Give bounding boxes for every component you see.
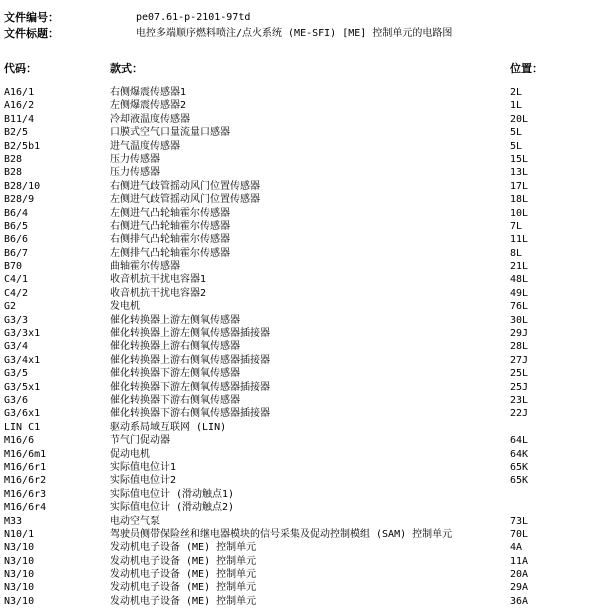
component-position: 28L (510, 341, 529, 353)
doc-title-value: 电控多端顺序燃料喷注/点火系统 (ME-SFI) [ME] 控制单元的电路图 (136, 28, 453, 39)
component-position: 70L (510, 528, 529, 540)
component-code: B28 (4, 167, 23, 179)
table-row (0, 193, 602, 206)
table-row (0, 394, 602, 407)
component-description: 右侧进气歧管摇动风门位置传感器 (110, 180, 260, 192)
component-description: 口膜式空气口量流量口感器 (110, 127, 230, 139)
component-description: 催化转换器下游右侧氧传感器 (110, 394, 240, 406)
table-row (0, 354, 602, 367)
table-row (0, 501, 602, 514)
component-code: M16/6 (4, 435, 35, 447)
component-description: 发电机 (110, 301, 140, 313)
component-position: 65K (510, 475, 529, 487)
component-description: 曲轴霍尔传感器 (110, 261, 180, 273)
component-position: 64K (510, 448, 529, 460)
component-position: 48L (510, 274, 529, 286)
component-code: M16/6r1 (4, 461, 47, 473)
component-description: 节气门促动器 (110, 435, 170, 447)
component-position: 29J (510, 328, 529, 340)
component-code: G3/6 (4, 394, 29, 406)
column-header-position: 位置： (510, 62, 543, 75)
component-code: G3/4 (4, 341, 29, 353)
component-description: 左侧进气歧管摇动风门位置传感器 (110, 194, 260, 206)
table-row (0, 166, 602, 179)
table-row (0, 581, 602, 594)
component-code: M16/6m1 (4, 448, 47, 460)
component-description: 电动空气泵 (110, 515, 160, 527)
table-header (0, 62, 602, 76)
component-code: G2 (4, 301, 17, 313)
component-description: 实际值电位计 (滑动触点1) (110, 488, 235, 500)
component-position: 8L (510, 247, 523, 259)
component-description: 进气温度传感器 (110, 140, 180, 152)
doc-title-label: 文件标题： (4, 27, 59, 40)
component-description: 右侧爆震传感器1 (110, 87, 187, 98)
table-row (0, 568, 602, 581)
component-position: 49L (510, 287, 529, 299)
table-row (0, 595, 602, 608)
component-description: 催化转换器上游左侧氧传感器插接器 (110, 328, 270, 340)
component-description: 催化转换器下游左侧氧传感器插接器 (110, 381, 270, 393)
component-code: G3/5x1 (4, 381, 41, 393)
table-row (0, 140, 602, 153)
table-row (0, 113, 602, 126)
doc-number-label: 文件编号： (4, 11, 59, 24)
table-row (0, 273, 602, 286)
component-code: M16/6r3 (4, 488, 47, 500)
component-position: 5L (510, 127, 523, 139)
table-row (0, 287, 602, 300)
component-description: 驾驶员侧带保险丝和继电器模块的信号采集及促动控制模组 (SAM) 控制单元 (110, 528, 453, 540)
component-code: B6/7 (4, 247, 29, 259)
component-description: 发动机电子设备 (ME) 控制单元 (110, 569, 257, 581)
component-code: A16/2 (4, 100, 35, 112)
component-position: 76L (510, 301, 529, 313)
table-row (0, 541, 602, 554)
table-row (0, 381, 602, 394)
component-position: 11L (510, 234, 529, 246)
table-row (0, 153, 602, 166)
component-description: 催化转换器上游右侧氧传感器 (110, 341, 240, 353)
table-row (0, 367, 602, 380)
component-description: 发动机电子设备 (ME) 控制单元 (110, 542, 257, 554)
component-code: B6/5 (4, 220, 29, 232)
component-position: 10L (510, 207, 529, 219)
component-code: M16/6r2 (4, 475, 47, 487)
component-position: 5L (510, 140, 523, 152)
table-row (0, 461, 602, 474)
component-code: B11/4 (4, 113, 35, 125)
component-code: G3/6x1 (4, 408, 41, 420)
component-position: 2L (510, 87, 523, 98)
component-position: 25J (510, 381, 529, 393)
component-description: 发动机电子设备 (ME) 控制单元 (110, 555, 257, 567)
component-code: B70 (4, 261, 23, 273)
component-description: 实际值电位计1 (110, 461, 177, 473)
component-code: G3/4x1 (4, 354, 41, 366)
component-position: 25L (510, 368, 529, 380)
component-code: A16/1 (4, 87, 35, 98)
component-description: 收音机抗干扰电容器1 (110, 274, 207, 286)
component-code: C4/2 (4, 287, 29, 299)
component-position: 23L (510, 394, 529, 406)
component-position: 17L (510, 180, 529, 192)
table-row (0, 528, 602, 541)
table-row (0, 180, 602, 193)
component-position: 20L (510, 113, 529, 125)
component-code: B2/5b1 (4, 140, 41, 152)
column-header-model: 款式： (110, 62, 143, 75)
table-row (0, 247, 602, 260)
component-code: N10/1 (4, 528, 35, 540)
component-position: 22J (510, 408, 529, 420)
component-description: 催化转换器下游左侧氧传感器 (110, 368, 240, 380)
table-row (0, 340, 602, 353)
table-row (0, 233, 602, 246)
column-header-code: 代码： (4, 62, 37, 75)
table-row (0, 99, 602, 112)
component-code: B28 (4, 153, 23, 165)
component-position: 64L (510, 435, 529, 447)
component-description: 促动电机 (110, 448, 150, 460)
component-description: 右侧进气凸轮轴霍尔传感器 (110, 220, 230, 232)
table-row (0, 555, 602, 568)
table-row (0, 448, 602, 461)
component-position: 20A (510, 569, 529, 581)
component-description: 收音机抗干扰电容器2 (110, 287, 207, 299)
component-description: 催化转换器上游左侧氧传感器 (110, 314, 240, 326)
component-description: 左侧爆震传感器2 (110, 100, 187, 112)
component-description: 压力传感器 (110, 153, 160, 165)
component-code: N3/10 (4, 569, 35, 581)
table-row (0, 220, 602, 233)
component-code: M16/6r4 (4, 502, 47, 514)
table-row (0, 86, 602, 99)
component-position: 29A (510, 582, 529, 594)
table-row (0, 421, 602, 434)
component-code: N3/10 (4, 595, 35, 607)
component-description: 压力传感器 (110, 167, 160, 179)
component-description: 催化转换器上游右侧氧传感器插接器 (110, 354, 270, 366)
component-code: B6/6 (4, 234, 29, 246)
component-code: B6/4 (4, 207, 29, 219)
table-row (0, 260, 602, 273)
component-code: G3/5 (4, 368, 29, 380)
component-position: 27J (510, 354, 529, 366)
table-row (0, 488, 602, 501)
component-code: B2/5 (4, 127, 29, 139)
component-description: 右侧排气凸轮轴霍尔传感器 (110, 234, 230, 246)
table-row (0, 434, 602, 447)
component-description: 左侧进气凸轮轴霍尔传感器 (110, 207, 230, 219)
component-description: 实际值电位计 (滑动触点2) (110, 502, 235, 514)
component-description: 驱动系局域互联网 (LIN) (110, 421, 227, 433)
component-description: 冷却液温度传感器 (110, 113, 190, 125)
component-code: LIN C1 (4, 421, 41, 433)
component-position: 7L (510, 220, 523, 232)
component-position: 36A (510, 595, 529, 607)
component-code: N3/10 (4, 555, 35, 567)
component-description: 发动机电子设备 (ME) 控制单元 (110, 595, 257, 607)
component-code: N3/10 (4, 542, 35, 554)
component-code: C4/1 (4, 274, 29, 286)
component-code: M33 (4, 515, 23, 527)
component-position: 73L (510, 515, 529, 527)
table-row (0, 474, 602, 487)
component-position: 65K (510, 461, 529, 473)
component-description: 催化转换器下游右侧氧传感器插接器 (110, 408, 270, 420)
component-code: N3/10 (4, 582, 35, 594)
component-code: B28/10 (4, 180, 41, 192)
table-row (0, 300, 602, 313)
table-row (0, 207, 602, 220)
component-code: G3/3x1 (4, 328, 41, 340)
component-position: 1L (510, 100, 523, 112)
table-row (0, 407, 602, 420)
table-row (0, 327, 602, 340)
component-position: 15L (510, 153, 529, 165)
table-row (0, 314, 602, 327)
table-row (0, 126, 602, 139)
component-table (0, 86, 602, 608)
component-position: 18L (510, 194, 529, 206)
table-row (0, 515, 602, 528)
component-position: 11A (510, 555, 529, 567)
component-position: 13L (510, 167, 529, 179)
component-description: 左侧排气凸轮轴霍尔传感器 (110, 247, 230, 259)
component-position: 21L (510, 261, 529, 273)
component-code: B28/9 (4, 194, 35, 206)
component-position: 30L (510, 314, 529, 326)
component-position: 4A (510, 542, 523, 554)
component-description: 发动机电子设备 (ME) 控制单元 (110, 582, 257, 594)
doc-number-value: pe07.61-p-2101-97td (136, 12, 251, 23)
component-description: 实际值电位计2 (110, 475, 177, 487)
component-code: G3/3 (4, 314, 29, 326)
